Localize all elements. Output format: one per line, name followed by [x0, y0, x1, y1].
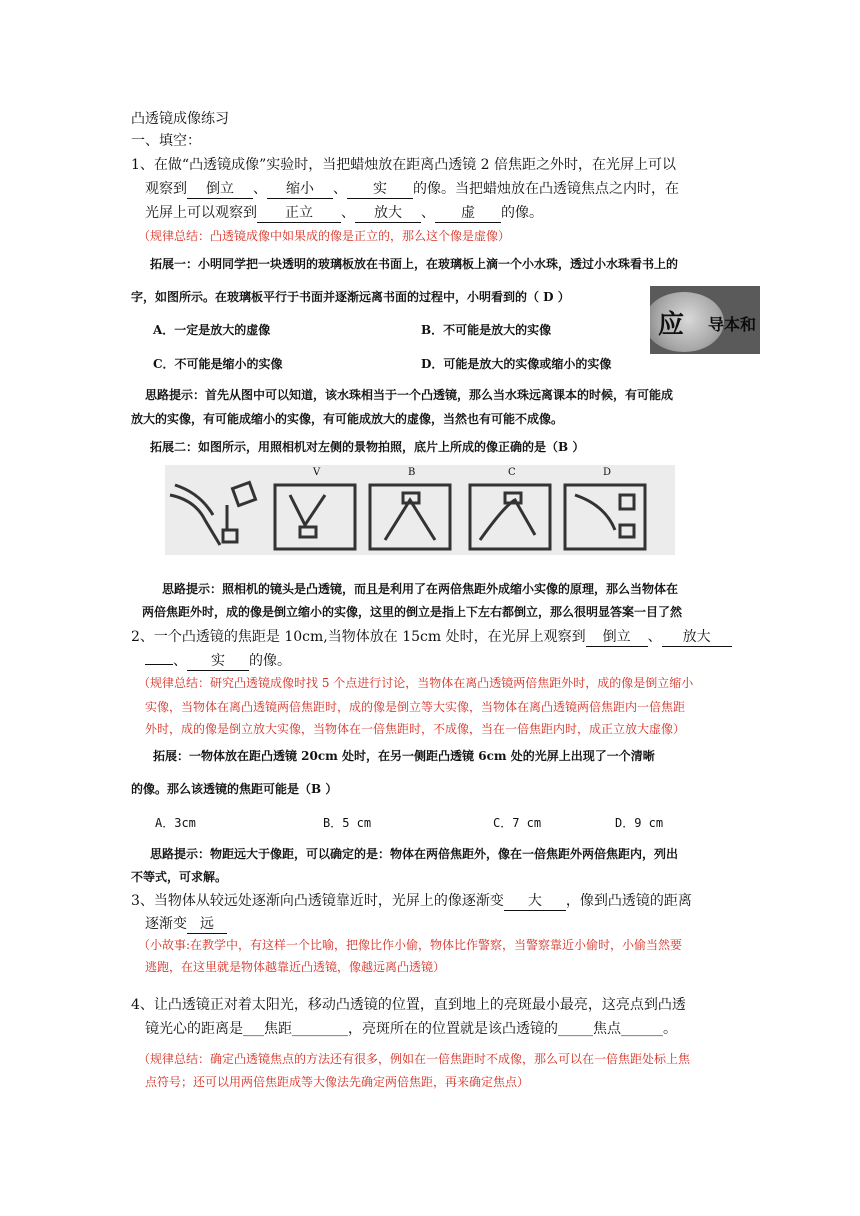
q2-hint-line2: 不等式，可求解。 — [131, 870, 228, 884]
ext1-hint-line1: 思路提示：首先从图中可以知道，该水珠相当于一个凸透镜，那么当水珠远离课本的时候，有可能成 — [145, 388, 674, 402]
q1-blank-1: 倒立 — [187, 180, 253, 199]
q2-line2: 、 实 的像。 — [145, 650, 291, 671]
q4-rule-line2: 点符号；还可以用两倍焦距成等大像法先确定两倍焦距，再来确定焦点） — [145, 1075, 530, 1089]
ext1-option-a: A．一定是放大的虚像 — [153, 323, 271, 337]
q2-option-c: C．7 cm — [493, 816, 542, 830]
q3-text: ，像到凸透镜的距离 — [565, 893, 692, 909]
camera-figure-drawing — [165, 465, 675, 555]
q2-line1: 2、一个凸透镜的焦距是 10cm,当物体放在 15cm 处时，在光屏上观察到 倒立 、 放大 — [131, 626, 732, 647]
ext2-question: 拓展二：如图所示，用照相机对左侧的景物拍照，底片上所成的像正确的是（B ） — [150, 440, 585, 454]
figure-label-b: B — [408, 467, 416, 478]
q4-line1: 4、让凸透镜正对着太阳光，移动凸透镜的位置，直到地上的亮斑最小最亮，这亮点到凸透 — [131, 997, 686, 1013]
q1-line3: 光屏上可以观察到 正立 、 放大 、 虚 的像。 — [145, 205, 543, 221]
figure-label-d: D — [603, 467, 612, 478]
q1-blank-6: 虚 — [435, 204, 501, 223]
photo-text-magnified: 应 — [658, 310, 685, 340]
ext1-line1: 拓展一：小明同学把一块透明的玻璃板放在书面上，在玻璃板上滴一个小水珠，透过小水珠看书上的 — [150, 257, 679, 271]
q2-blank-2-cont — [145, 664, 173, 665]
figure-label-c: C — [508, 467, 516, 478]
ext1-line2: 字，如图所示。在玻璃板平行于书面并逐渐远离书面的过程中，小明看到的（ D ） — [131, 290, 570, 304]
q2-option-b: B．5 cm — [323, 816, 372, 830]
q3-line2 — [145, 913, 227, 934]
q3-blank-1: 大 — [504, 892, 566, 911]
figure-label-v: V — [313, 467, 321, 478]
water-drop-photo — [650, 286, 760, 354]
q2-ext-line2: 的像。那么该透镜的焦距可能是（B ） — [131, 782, 338, 796]
q2-ext-line1: 拓展：一物体放在距凸透镜 20cm 处时，在另一侧距凸透镜 6cm 处的光屏上出现了一个清晰 — [153, 749, 655, 763]
ext2-hint-line1: 思路提示：照相机的镜头是凸透镜，而且是利用了在两倍焦距外成缩小实像的原理，那么当物体在 — [162, 582, 679, 596]
page-title: 凸透镜成像练习 — [131, 111, 229, 127]
q2-blank-3: 实 — [187, 652, 249, 671]
q1-line1: 1、在做“凸透镜成像”实验时，当把蜡烛放在距离凸透镜 2 倍焦距之外时，在光屏上可以 — [131, 157, 677, 173]
q1-blank-4: 正立 — [257, 204, 341, 223]
q1-blank-3: 实 — [347, 180, 413, 199]
q2-rule-line2: 实像，当物体在离凸透镜两倍焦距时，成的像是倒立等大实像，当物体在离凸透镜两倍焦距内一倍焦距 — [145, 700, 686, 714]
q2-option-a: A．3cm — [155, 816, 196, 830]
q4-line2: 镜光心的距离是___焦距________，亮斑所在的位置就是该凸透镜的_____焦点______。 — [145, 1021, 677, 1037]
q2-text: 的像。 — [249, 653, 291, 669]
q1-line2: 观察到 倒立 、 缩小 、 实 的像。当把蜡烛放在凸透镜焦点之内时，在 — [145, 181, 679, 197]
q3-text: 3、当物体从较远处逐渐向凸透镜靠近时，光屏上的像逐渐变 — [131, 893, 504, 909]
ext1-option-b: B．不可能是放大的实像 — [421, 323, 552, 337]
q2-blank-2: 放大 — [662, 628, 732, 647]
q3-blank-2: 远 — [187, 915, 227, 934]
q1-rule: （规律总结：凸透镜成像中如果成的像是正立的，那么这个像是虚像） — [138, 229, 511, 243]
ext2-hint-line2: 两倍焦距外时，成的像是倒立缩小的实像，这里的倒立是指上下左右都倒立，那么很明显答案一目了然 — [142, 605, 683, 619]
camera-figure — [165, 465, 675, 555]
q3-text: 逐渐变 — [145, 916, 187, 932]
q4-rule-line1: （规律总结：确定凸透镜焦点的方法还有很多，例如在一倍焦距时不成像，那么可以在一倍焦距处标上焦 — [138, 1052, 691, 1066]
q3-story-line2: 逃跑，在这里就是物体越靠近凸透镜，像越远离凸透镜） — [145, 960, 446, 974]
q3-story-line1: （小故事:在教学中，有这样一个比喻，把像比作小偷，物体比作警察，当警察靠近小偷时，小偷当然要 — [138, 938, 683, 952]
ext1-hint-line2: 放大的实像，有可能成缩小的实像，有可能成放大的虚像，当然也有可能不成像。 — [131, 412, 564, 426]
ext1-option-d: D．可能是放大的实像或缩小的实像 — [421, 357, 612, 371]
q2-rule-line1: （规律总结：研究凸透镜成像时找 5 个点进行讨论，当物体在离凸透镜两倍焦距外时，成的像是倒立缩小 — [138, 676, 694, 690]
q2-option-d: D．9 cm — [615, 816, 664, 830]
section-heading: 一、填空： — [131, 133, 201, 149]
photo-text-normal: 导本和 — [708, 315, 757, 334]
q2-blank-1: 倒立 — [586, 628, 648, 647]
ext1-option-c: C．不可能是缩小的实像 — [153, 357, 283, 371]
q2-hint-line1: 思路提示：物距远大于像距，可以确定的是：物体在两倍焦距外，像在一倍焦距外两倍焦距内，列出 — [150, 847, 679, 861]
q1-text: 的像。当把蜡烛放在凸透镜焦点之内时，在 — [413, 181, 679, 197]
q1-text: 的像。 — [501, 205, 543, 221]
q1-text: 光屏上可以观察到 — [145, 205, 257, 221]
q2-rule-line3: 外时，成的像是倒立放大实像，当物体在一倍焦距时，不成像，当在一倍焦距内时，成正立放大虚像） — [145, 722, 686, 736]
q2-text: 2、一个凸透镜的焦距是 10cm,当物体放在 15cm 处时，在光屏上观察到 — [131, 629, 586, 645]
q1-blank-5: 放大 — [355, 204, 421, 223]
q3-line1 — [131, 890, 692, 911]
q1-blank-2: 缩小 — [267, 180, 333, 199]
q1-text: 观察到 — [145, 181, 187, 197]
